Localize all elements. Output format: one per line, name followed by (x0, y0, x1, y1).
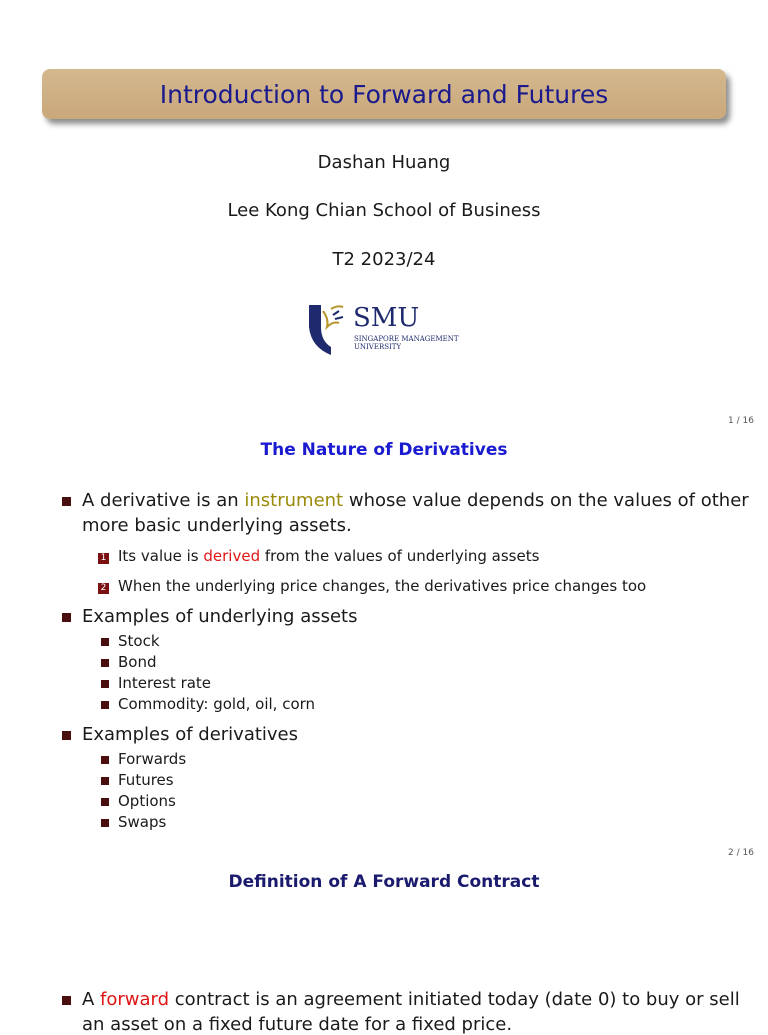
highlight-instrument: instrument (244, 490, 344, 511)
list-item: Stock (118, 632, 160, 650)
institution: Lee Kong Chian School of Business (227, 200, 541, 221)
list-item: Options (118, 792, 176, 810)
bullet-forward-definition (82, 989, 740, 1010)
logo-line1: SINGAPORE MANAGEMENT (354, 335, 459, 343)
bullet-line2: more basic underlying assets. (82, 515, 352, 536)
bullet-icon (101, 659, 109, 667)
bullet-icon (101, 777, 109, 785)
presentation-title: Introduction to Forward and Futures (159, 80, 609, 109)
bullet-derivative-examples: Examples of derivatives (82, 724, 299, 745)
list-item: Commodity: gold, oil, corn (118, 695, 316, 713)
logo-name: SMU (353, 303, 420, 333)
bullet-icon (62, 996, 71, 1005)
highlight-forward: forward (100, 989, 170, 1010)
bullet-icon (62, 613, 71, 622)
section-title: The Nature of Derivatives (260, 440, 508, 460)
bullet-derivative-definition (82, 490, 749, 511)
smu-emblem-icon (303, 297, 355, 359)
section-title: Definition of A Forward Contract (228, 872, 540, 892)
sub-point-1 (118, 547, 539, 565)
bullet-icon (101, 819, 109, 827)
list-item: Interest rate (118, 674, 212, 692)
bullet-line2: an asset on a fixed future date for a fixed price. (82, 1014, 513, 1035)
text: from the values of underlying assets (260, 547, 540, 565)
bullet-icon (101, 680, 109, 688)
number-badge: 1 (98, 553, 109, 564)
author: Dashan Huang (317, 152, 451, 173)
bullet-icon (62, 731, 71, 740)
highlight-derived: derived (203, 547, 261, 565)
text: Its value is (118, 547, 204, 565)
smu-logo (303, 297, 463, 359)
text: contract is an agreement initiated today (date 0) to buy or sell (169, 989, 740, 1010)
list-item: Bond (118, 653, 157, 671)
list-item: Futures (118, 771, 174, 789)
page-number: 1 / 16 (728, 416, 754, 426)
sub-point-2: When the underlying price changes, the derivatives price changes too (118, 577, 647, 595)
bullet-icon (101, 701, 109, 709)
bullet-icon (101, 756, 109, 764)
bullet-icon (101, 798, 109, 806)
text: A (82, 989, 101, 1010)
list-item: Forwards (118, 750, 187, 768)
text: A derivative is an (82, 490, 245, 511)
bullet-icon (101, 638, 109, 646)
list-item: Swaps (118, 813, 167, 831)
logo-line2: UNIVERSITY (354, 343, 402, 351)
text: whose value depends on the values of other (343, 490, 749, 511)
page-number: 2 / 16 (728, 848, 754, 858)
term: T2 2023/24 (332, 249, 436, 270)
bullet-icon (62, 497, 71, 506)
bullet-underlying-examples: Examples of underlying assets (82, 606, 358, 627)
number-badge: 2 (98, 583, 109, 594)
